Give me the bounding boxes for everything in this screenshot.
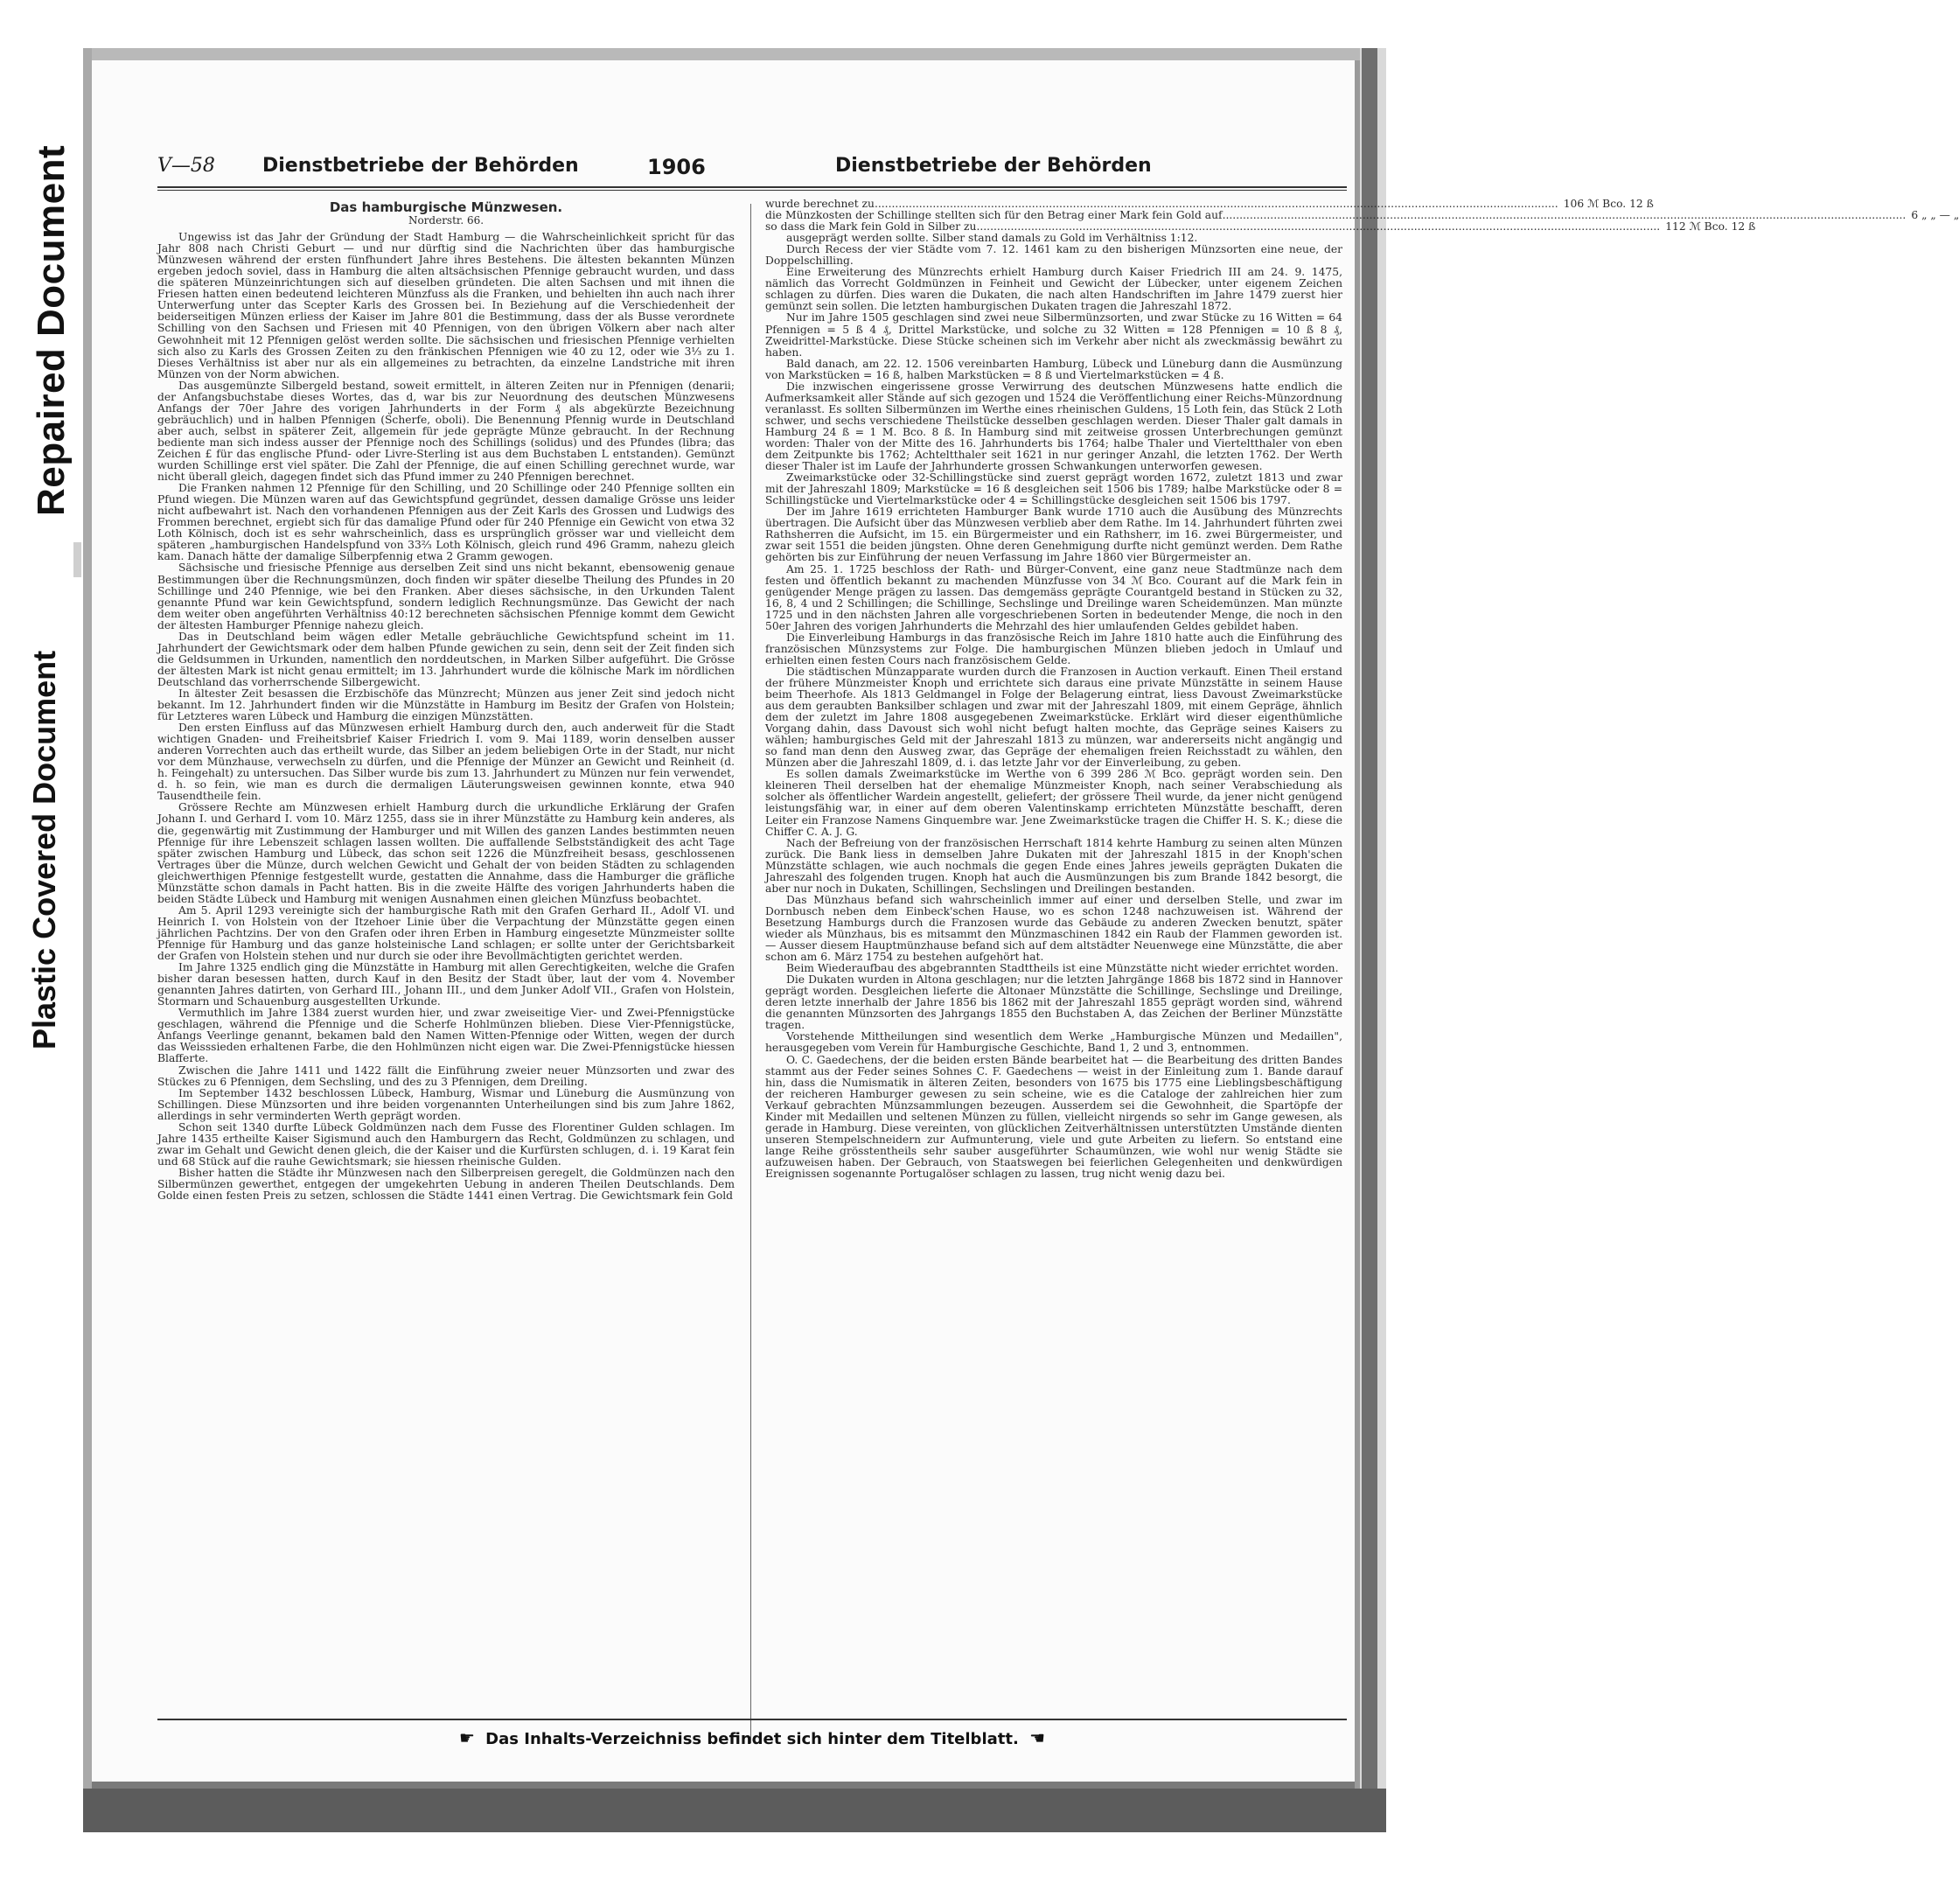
leader-dots: ........................................................................................................................................................................................................ — [874, 198, 1558, 210]
formula-amount: 112 ℳ Bco. 12 ß — [1665, 220, 1756, 234]
header-right-title: Dienstbetriebe der Behörden — [835, 155, 1152, 177]
paragraph: Am 5. April 1293 vereinigte sich der hamburgische Rath mit den Grafen Gerhard II., Adolf VI. und Heinrich I. von Holstein von der Itzehoer Linie über die Verpachtung der Münzstätte gegen einen jährlichen Pachtzins. Der von den Grafen oder ihren Erben in Hamburg eingesetzte Münzmeister sollte Pfennige für Hamburg und das ganze holsteinische Land schlagen; er sollte unter der Gerichtsbarkeit der Grafen von Holstein stehen und nur durch sie oder ihre Bevollmächtigten gerichtet werden. — [157, 903, 735, 963]
article-title: Das hamburgische Münzwesen. — [329, 199, 563, 215]
paragraph: Das Münzhaus befand sich wahrscheinlich immer auf einer und derselben Stelle, und zwar im Dornbusch neben dem Einbeck'schen Hause, wo es schon 1248 nachzuweisen ist. Während der Besetzung Hamburgs durch die Franzosen wurde das Gebäude zu anderen Zwecken benutzt, später wieder als Münzhaus, bis es mitsammt den Münzmaschinen 1842 ein Raub der Flammen geworden ist. — Ausser diesem Hauptmünzhause befand sich auf dem altstädter Neuenwege eine Münzstätte, die aber schon am 6. März 1754 zu bestehen aufgehört hat. — [765, 893, 1342, 964]
tape-mark — [73, 542, 81, 577]
header-left-title: Dienstbetriebe der Behörden — [262, 155, 579, 177]
paragraph: Eine Erweiterung des Münzrechts erhielt Hamburg durch Kaiser Friedrich III am 24. 9. 1475, nämlich das Vorrecht Goldmünzen in Feinheit und Gewicht der Lübecker, unter eigenem Zeichen schlagen zu dürfen. Dies waren die Dukaten, die nach alten Handschriften im Jahre 1479 zuerst hier gemünzt sein sollen. Die letzten hamburgischen Dukaten tragen die Jahreszahl 1872. — [765, 266, 1342, 313]
header-year: 1906 — [647, 155, 706, 179]
pointing-hand-right-icon: ☚ — [1029, 1727, 1046, 1748]
paragraph: Die inzwischen eingerissene grosse Verwirrung des deutschen Münzwesens hatte endlich die Aufmerksamkeit aller Stände auf sich gezogen und 1524 die Veröffentlichung einer Reichs-Münzordnung veranlasst. Es sollten Silbermünzen im Werthe eines rheinischen Guldens, 15 Loth fein, das Stück 2 Loth schwer, und sechs verschiedene Theilstücke desselben geschlagen werden. Dieser Thaler galt damals in Hamburg 24 ß = 1 M. Bco. 8 ß. In Hamburg sind mit zeitweise grossen Unterbrechungen gemünzt worden: Thaler von der Mitte des 16. Jahrhunderts bis 1764; halbe Thaler und Vierteltthaler von eben dem Zeitpunkte bis 1762; Achteltthaler seit 1621 in nur geringer Anzahl, die letzten 1762. Der Werth dieser Thaler ist im Laufe der Jahrhunderte grossen Schwankungen unterworfen gewesen. — [765, 380, 1342, 473]
paragraph: Das in Deutschland beim wägen edler Metalle gebräuchliche Gewichtspfund scheint im 11. Jahrhundert der Gewichtsmark oder dem halben Pfunde gewichen zu sein, denn seit der Zeit finden sich die Geldsummen in Urkunden, namentlich den norddeutschen, in Marken Silber aufgeführt. Die Grösse der ältesten Mark ist nicht genau ermittelt; im 13. Jahrhundert wurde die kölnische Mark im nördlichen Deutschland das vorherrschende Silbergewicht. — [157, 630, 735, 688]
paragraph: Zweimarkstücke oder 32-Schillingstücke sind zuerst geprägt worden 1672, zuletzt 1813 und zwar mit der Jahreszahl 1809; Markstücke = 16 ß desgleichen seit 1506 bis 1789; halbe Markstücke oder 8 = Schillingstücke und Viertelmarkstücke oder 4 = Schillingstücke desgleichen seit 1506 bis 1797. — [765, 471, 1342, 507]
paragraph: Am 25. 1. 1725 beschloss der Rath- und Bürger-Convent, eine ganz neue Stadtmünze nach dem festen und öffentlich bekannt zu machenden Münzfusse von 34 ℳ Bco. Courant auf die Mark fein in genügender Menge prägen zu lassen. Das demgemäss geprägte Courantgeld bestand in Stücken zu 32, 16, 8, 4 und 2 Schillingen; die Schillinge, Sechslinge und Dreilinge waren Scheidemünzen. Man münzte 1725 und in den nächsten Jahren alle vorgeschriebenen Sorten in bedeutender Menge, die noch in den 50er Jahren des vorigen Jahrhunderts die Mehrzahl des hier umlaufenden Geldes gebildet haben. — [765, 562, 1342, 632]
leader-dots: ........................................................................................................................................................................................................ — [1222, 209, 1907, 222]
plastic-covered-label: Plastic Covered Document — [26, 650, 62, 1050]
paragraph: Im September 1432 beschlossen Lübeck, Hamburg, Wismar und Lüneburg die Ausmünzung von Schillingen. Diese Münzsorten und ihre beiden vorgenannten Unterheilungen sind bis zum Jahre 1862, allerdings in sehr verminderten Werth geprägt worden. — [157, 1086, 735, 1122]
page-edge-top — [92, 48, 1360, 60]
paragraph: Die städtischen Münzapparate wurden durch die Franzosen in Auction verkauft. Einen Theil erstand der frühere Münzmeister Knoph und errichtete sich daraus eine private Münzstätte in seinem Hause beim Theerhofe. Als 1813 Geldmangel in Folge der Belagerung eintrat, liess Davoust Zweimarkstücke aus dem geraubten Banksilber schlagen und zwar mit der Jahreszahl 1809, mit einem Gepräge, ähnlich dem der zuletzt im Jahre 1808 ausgegebenen Zweimarkstücke. Erklärt wird dieser eigenthümliche Vorgang dahin, dass Davoust sich wohl nicht befugt halten mochte, das Gepräge seines Kaisers zu wählen; hamburgisches Geld mit der Jahreszahl 1813 zu münzen, war andererseits nicht angängig und so fand man denn den Ausweg zwar, das Gepräge der ehemaligen freien Reichsstadt zu wählen, den Münzen aber die Jahreszahl 1809, d. i. das letzte Jahr vor der Einverleibung, zu geben. — [765, 665, 1342, 770]
paragraph: Durch Recess der vier Städte vom 7. 12. 1461 kam zu den bisherigen Münzsorten eine neue, der Doppelschilling. — [765, 243, 1342, 268]
paragraph: Sächsische und friesische Pfennige aus derselben Zeit sind uns nicht bekannt, ebensowenig genaue Bestimmungen über die Rechnungsmünzen, doch finden wir später dieselbe Theilung des Pfundes in 20 Schillinge und 240 Pfennige, wie bei den Franken. Aber dieses sächsische, in den Urkunden Talent genannte Pfund war kein Gewichtspfund, sondern lediglich Rechnungsmünze. Das Gewicht der nach dem weiter oben angeführten Verhältniss 40:12 berechneten sächsischen Pfennige kommt dem Gewicht der ältesten Hamburger Pfennige nahezu gleich. — [157, 561, 735, 631]
page-sheet — [92, 48, 1959, 1789]
page-edge-bottom — [83, 1789, 1386, 1832]
scanned-page — [83, 48, 1959, 1832]
formula-text: so dass die Mark fein Gold in Silber zu — [765, 220, 977, 234]
footer-text: Das Inhalts-Verzeichniss befindet sich hinter dem Titelblatt. — [485, 1730, 1019, 1748]
page-edge-left — [83, 48, 92, 1832]
footer-notice — [157, 1727, 1347, 1748]
page-number: V—58 — [157, 155, 215, 177]
paragraph: In ältester Zeit besassen die Erzbischöfe das Münzrecht; Münzen aus jener Zeit sind jedoch nicht bekannt. Im 12. Jahrhundert finden wir die Münzstätte in Hamburg im Besitz der Grafen von Holstein; für Letzteres waren Lübeck und Hamburg die einzigen Münzstätten. — [157, 687, 735, 723]
paragraph: Beim Wiederaufbau des abgebrannten Stadttheils ist eine Münzstätte nicht wieder errichtet worden. — [786, 962, 1339, 975]
right-paragraphs — [765, 233, 1342, 1180]
paragraph: Vorstehende Mittheilungen sind wesentlich dem Werke „Hamburgische Münzen und Medaillen", herausgegeben vom Verein für Hamburgische Geschichte, Band 1, 2 und 3, entnommen. — [765, 1030, 1342, 1055]
paragraph: Es sollen damals Zweimarkstücke im Werthe von 6 399 286 ℳ Bco. geprägt worden sein. Den kleineren Theil derselben hat der ehemalige Münzmeister Knoph, nach seiner Verabschiedung als solcher als öffentlicher Wardein angestellt, geliefert; der grössere Theil wurde, da jener nicht genügend leistungsfähig war, in einer auf dem oberen Valentinskamp errichteten Münzstätte beschafft, deren Leiter ein Franzose Namens Ginquembre war. Jene Zweimarkstücke tragen die Chiffer H. S. K.; diese die Chiffer C. A. J. G. — [765, 768, 1342, 838]
repaired-document-label: Repaired Document — [30, 144, 73, 516]
running-header — [157, 155, 1347, 190]
leader-dots: ........................................................................................................................................................................................................ — [976, 220, 1661, 234]
paragraph: Die Franken nahmen 12 Pfennige für den Schilling, und 20 Schillinge oder 240 Pfennige sollten ein Pfund wiegen. Die Münzen waren auf das Gewichtspfund gegründet, dessen damalige Grösse uns leider nicht aufbewahrt ist. Nach den vorhandenen Pfennigen aus der Zeit Karls des Grossen und Ludwigs des Frommen berechnet, ergiebt sich für das damalige Pfund oder für 240 Pfennige ein Gewicht von etwa 32 Loth Kölnisch, doch ist es sehr wahrscheinlich, dass es ursprünglich grösser war und vielleicht dem späteren „hamburgischen Handelspfund von 33⅔ Loth Kölnisch, gleich rund 496 Gramm, nahezu gleich kam. Danach hätte der damalige Silberpfennig etwa 2 Gramm gewogen. — [157, 482, 735, 563]
left-column — [157, 199, 735, 1202]
paragraph: Das ausgemünzte Silbergeld bestand, soweit ermittelt, in älteren Zeiten nur in Pfennigen (denarii; der Anfangsbuchstabe dieses Wortes, das d, war bis zur Neuordnung des deutschen Münzwesens Anfangs der 70er Jahre des vorigen Jahrhunderts in der Form ₰ als abgekürzte Bezeichnung gebräuchlich) und in halben Pfennigen (Scherfe, oboli). Die Benennung Pfennig wurde in Deutschland aber auch, selbst in späterer Zeit, allgemein für jede geprägte Münze gebraucht. In der Rechnung bediente man sich indess ausser der Pfennige noch des Schillings (solidus) und des Pfundes (libra; das Zeichen £ für das englische Pfund- oder Livre-Sterling ist aus dem Buchstaben L entstanden). Gemünzt wurden Schillinge erst viel später. Die Zahl der Pfennige, die auf einen Schilling gerechnet wurde, war nicht überall gleich, dagegen findet sich das Pfund immer zu 240 Pfennigen berechnet. — [157, 379, 735, 484]
paragraph: Die Dukaten wurden in Altona geschlagen; nur die letzten Jahrgänge 1868 bis 1872 sind in Hannover geprägt worden. Desgleichen lieferte die Altonaer Münzstätte die Schillinge, Sechslinge und Dreilinge, deren letzte innerhalb der Jahre 1856 bis 1862 mit der Jahreszahl 1855 geprägt worden sind, während die genannten Münzsorten des Jahrgangs 1855 den Buchstaben A, das Zeichen der Berliner Münzstätte tragen. — [765, 973, 1342, 1032]
paragraph: Vermuthlich im Jahre 1384 zuerst wurden hier, und zwar zweiseitige Vier- und Zwei-Pfennigstücke geschlagen, während die Pfennige und die Scherfe Hohlmünzen blieben. Diese Vier-Pfennigstücke, Anfangs Veerlinge genannt, bekamen bald den Namen Witten-Pfennige oder Witten, wegen der durch das Weisssieden erhaltenen Farbe, die den Hohlmünzen nicht eigen war. Die Zwei-Pfennigstücke hiessen Blafferte. — [157, 1007, 735, 1065]
paragraph: Nach der Befreiung von der französischen Herrschaft 1814 kehrte Hamburg zu seinen alten Münzen zurück. Die Bank liess in demselben Jahre Dukaten mit der Jahreszahl 1815 in der Knoph'schen Münzstätte schlagen, wie auch nochmals die gegen Ende eines Jahres jeweils geprägten Dukaten die Jahreszahl des folgenden trugen. Knoph hat auch die Ausmünzungen bis zum Brande 1842 besorgt, die aber nur noch in Dukaten, Schillingen, Sechslingen und Dreilingen bestanden. — [765, 836, 1342, 895]
paragraph: Zwischen die Jahre 1411 und 1422 fällt die Einführung zweier neuer Münzsorten und zwar des Stückes zu 6 Pfennigen, dem Sechsling, und des zu 3 Pfennigen, dem Dreiling. — [157, 1064, 735, 1088]
paragraph: Im Jahre 1325 endlich ging die Münzstätte in Hamburg mit allen Gerechtigkeiten, welche die Grafen bisher daran besessen hatten, durch Kauf in den Besitz der Stadt über, laut der vom 4. November genannten Jahres datirten, von Gerhard III., Johann III., und dem Junker Adolf VII., Grafen von Holstein, Stormarn und Schauenburg ausgestellten Urkunde. — [157, 961, 735, 1008]
paragraph: Der im Jahre 1619 errichteten Hamburger Bank wurde 1710 auch die Ausübung des Münzrechts übertragen. Die Aufsicht über das Münzwesen verblieb aber dem Rathe. Im 14. Jahrhundert führten zwei Rathsherren die Aufsicht, im 15. ein Bürgermeister und ein Rathsherr, im 16. zwei Bürgermeister, und zwar seit 1551 die beiden jüngsten. Ohne deren Genehmigung durfte nicht gemünzt werden. Dem Rathe gehörten bis zur Einführung der neuen Verfassung im Jahre 1860 vier Bürgermeister an. — [765, 506, 1342, 564]
article-address: Norderstr. 66. — [408, 214, 485, 227]
paragraph: ausgeprägt werden sollte. Silber stand damals zu Gold im Verhältniss 1:12. — [786, 232, 1198, 245]
page-content — [157, 101, 1959, 1762]
paragraph: Den ersten Einfluss auf das Münzwesen erhielt Hamburg durch den, auch anderweit für die Stadt wichtigen Gnaden- und Freiheitsbrief Kaiser Friedrich I. vom 9. Mai 1189, worin denselben ausser anderen Vorrechten auch das ertheilt wurde, das Silber an jedem beliebigen Orte in der Stadt, nur nicht vor dem Münzhause, verwechseln zu dürfen, und die Pfennige der Münzer an Gewicht und Reinheit (d. h. Feingehalt) zu untersuchen. Das Silber wurde bis zum 13. Jahrhundert zu Münzen nur fein verwendet, d. h. so fein, wie man es durch die dermaligen Läuterungsweisen gewinnen konnte, etwa 940 Tausendtheile fein. — [157, 722, 735, 803]
gold-formula — [765, 198, 1959, 234]
paragraph: Die Einverleibung Hamburgs in das französische Reich im Jahre 1810 hatte auch die Einführung des französischen Münzsystems zur Folge. Die hamburgischen Münzen blieben jedoch in Umlauf und erhielten einen festen Cours nach französischem Gelde. — [765, 631, 1342, 666]
formula-amount: 6 „ „ — „ — [1911, 209, 1959, 222]
paragraph: Ungewiss ist das Jahr der Gründung der Stadt Hamburg — die Wahrscheinlichkeit spricht für das Jahr 808 nach Christi Geburt — und nur dürftig sind die Nachrichten über das hamburgische Münzwesen während der ersten fünfhundert Jahre ihres Bestehens. Die ältesten bekannten Münzen ergeben jedoch soviel, dass in Hamburg die alten altsächsischen Pfennige gebraucht wurden, und dass die späteren Münzeinrichtungen sich auf dieselben gründeten. Die alten Sachsen und mit ihnen die Friesen hatten einen bedeutend leichteren Münzfuss als die Franken, und behielten ihn auch nach ihrer Unterwerfung unter das Scepter Karls des Grossen bei. In Beziehung auf die Verschiedenheit der beiderseitigen Münzen erliess der Kaiser im Jahre 801 die Bestimmung, dass der als Busse verordnete Schilling von den Sachsen und Friesen mit 40 Pfennigen, von den übrigen Völkern aber nach alter Gewohnheit mit 12 Pfennigen gelöst werden sollte. Die sächsischen und friesischen Pfennige verhielten sich also zu Karls des Grossen Zeiten zu den fränkischen Pfennigen wie 40 zu 12, oder wie 3⅓ zu 1. Dieses Verhältniss ist aber nur als ein allgemeines zu betrachten, da einzelne Landstriche mit ihren Münzen von der Norm abwichen. — [157, 231, 735, 380]
label-strip — [0, 0, 83, 1904]
footer-rule — [157, 1719, 1347, 1720]
paragraph: Bald danach, am 22. 12. 1506 vereinbarten Hamburg, Lübeck und Lüneburg dann die Ausmünzung von Markstücken = 16 ß, halben Markstücken = 8 ß und Viertelmarkstücken = 4 ß. — [765, 357, 1342, 381]
formula-text: die Münzkosten der Schillinge stellten sich für den Betrag einer Mark fein Gold auf — [765, 209, 1223, 222]
page-edge-right — [1362, 48, 1377, 1797]
header-rule — [157, 186, 1347, 188]
formula-amount: 106 ℳ Bco. 12 ß — [1563, 198, 1654, 210]
left-paragraphs — [157, 232, 735, 1202]
formula-text: wurde berechnet zu — [765, 198, 875, 210]
paragraph: Schon seit 1340 durfte Lübeck Goldmünzen nach dem Fusse des Florentiner Gulden schlagen. Im Jahre 1435 ertheilte Kaiser Sigismund auch den Hamburgern das Recht, Goldmünzen zu schlagen, und zwar im Gehalt und Gewicht denen gleich, die der Kaiser und die Kurfürsten schlugen, d. i. 19 Karat fein und 68 Stück auf die rauhe Gewichtsmark; sie hiessen rheinische Gulden. — [157, 1120, 735, 1168]
pointing-hand-left-icon: ☛ — [458, 1727, 475, 1748]
paragraph: Nur im Jahre 1505 geschlagen sind zwei neue Silbermünzsorten, und zwar Stücke zu 16 Witten = 64 Pfennigen = 5 ß 4 ₰, Drittel Markstücke, und solche zu 32 Witten = 128 Pfennigen = 10 ß 8 ₰, Zweidrittel-Markstücke. Diese Stücke scheinen sich im Verkehr aber nicht als zweckmässig bewährt zu haben. — [765, 311, 1342, 359]
paragraph: Bisher hatten die Städte ihr Münzwesen nach den Silberpreisen geregelt, die Goldmünzen nach den Silbermünzen gewerthet, entgegen der umgekehrten Uebung in anderen Theilen Deutschlands. Dem Golde einen festen Preis zu setzen, schlossen die Städte 1441 einen Vertrag. Die Gewichtsmark fein Gold — [157, 1166, 735, 1203]
column-divider — [750, 204, 751, 1743]
paragraph: Grössere Rechte am Münzwesen erhielt Hamburg durch die urkundliche Erklärung der Grafen Johann I. und Gerhard I. vom 10. März 1255, dass sie in ihrer Münzstätte zu Hamburg kein anderes, als die, gegenwärtig mit Zustimmung der Hamburger und mit Willen des ganzen Landes bestimmten neuen Pfennige für ihre Lebenszeit schlagen lassen wollten. Die auffallende Selbstständigkeit des acht Tage später zwischen Hamburg und Lübeck, das schon seit 1226 die Münzfreiheit besass, geschlossenen Vertrages über die Münze, durch welchen Gewicht und Gehalt der von beiden Städten zu schlagenden gleichwerthigen Pfennige festgestellt wurde, gestatten die Annahme, dass die Hamburger die gräfliche Münzstätte schon damals in Pacht hatten. Bis in die zweite Hälfte des vorigen Jahrhunderts haben die beiden Städte Lübeck und Hamburg mit wenigen Ausnahmen einen gleichen Münzfuss beobachtet. — [157, 801, 735, 905]
right-column — [765, 198, 1959, 1180]
paragraph: O. C. Gaedechens, der die beiden ersten Bände bearbeitet hat — die Bearbeitung des dritten Bandes stammt aus der Feder seines Sohnes C. F. Gaedechens — weist in der Einleitung zum 1. Bande darauf hin, dass die Numismatik in älteren Zeiten, besonders von 1675 bis 1775 eine Lieblingsbeschäftigung der reicheren Hamburger gewesen zu sein scheine, wie es die Cataloge der zahlreichen hier zum Verkauf gebrachten Münzsammlungen bezeugen. Ausserdem sei die Gewohnheit, die Spartöpfe der Kinder mit Medaillen und seltenen Münzen zu füllen, vielleicht nirgends so sehr im Gange gewesen, als gerade in Hamburg. Diese vereinten, von glücklichen Zeitverhältnissen unterstützten Umstände dienten unseren Stempelschneidern zur Aufmunterung, viele und gute Arbeiten zu liefern. So entstand eine lange Reihe grösstentheils sehr sauber ausgeführter Schaumünzen, wie wohl nur wenig Städte sie aufzuweisen haben. Der Gebrauch, von Staatswegen bei feierlichen Gelegenheiten und denkwürdigen Ereignissen sogenannte Portugalöser schlagen zu lassen, trug nicht wenig dazu bei. — [765, 1053, 1342, 1180]
header-rule-thin — [157, 190, 1347, 191]
